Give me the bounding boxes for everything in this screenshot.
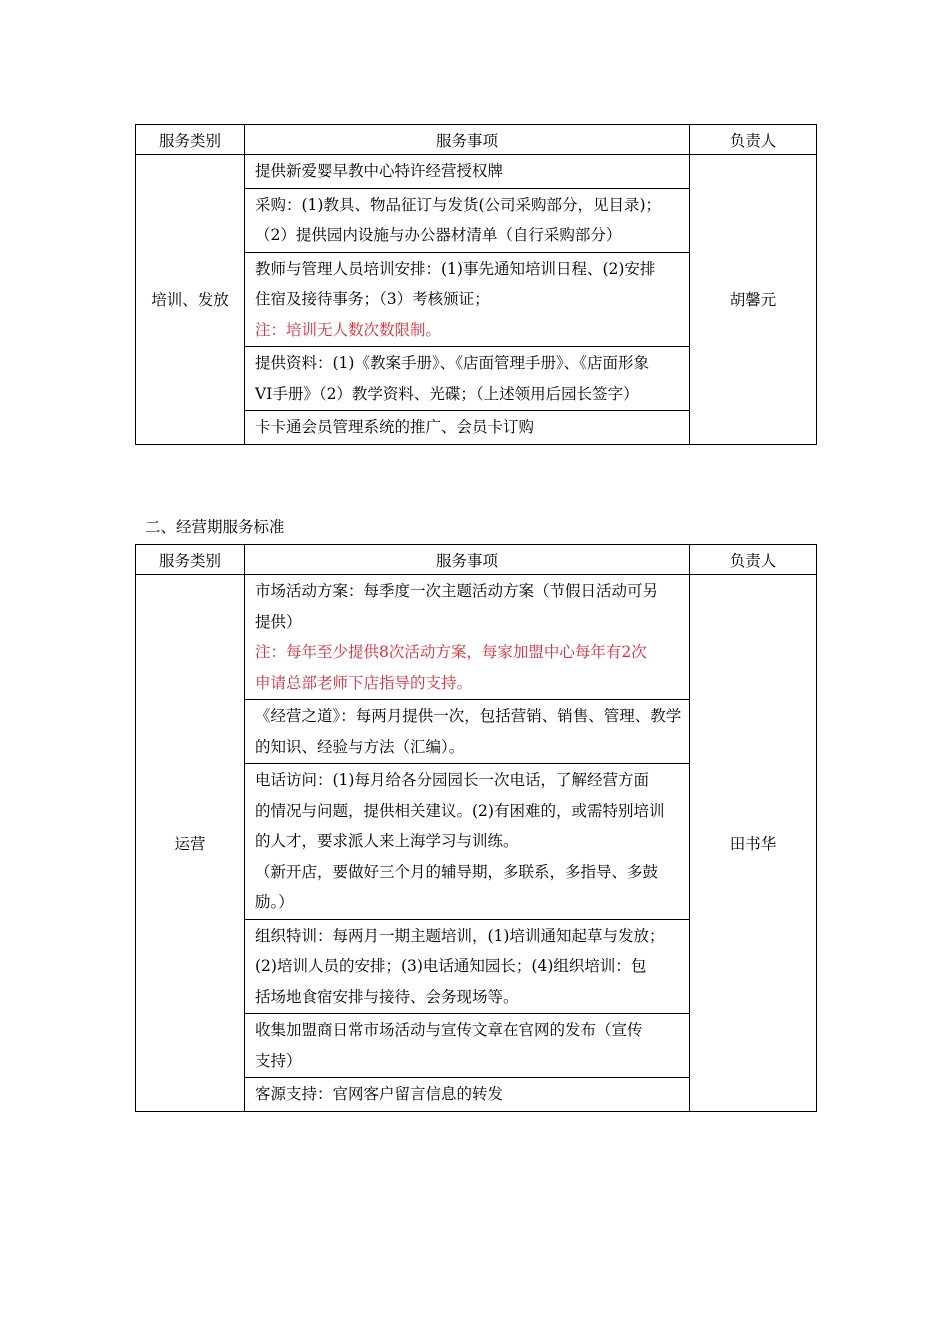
service-item-cell xyxy=(245,252,690,347)
service-item-cell xyxy=(245,347,690,411)
service-item-line: 电话访问：(1)每月给各分园园长一次电话，了解经营方面 xyxy=(255,771,649,789)
service-item-line: 卡卡通会员管理系统的推广、会员卡订购 xyxy=(255,418,535,436)
category-cell: 运营 xyxy=(136,575,245,1112)
service-item-cell xyxy=(245,575,690,700)
service-item-line: 教师与管理人员培训安排：(1)事先通知培训日程、(2)安排 xyxy=(255,259,656,278)
header-items: 服务事项 xyxy=(245,125,690,155)
service-item-line: 的人才，要求派人来上海学习与训练。 xyxy=(255,832,519,850)
service-item-line: （2）提供园内设施与办公器材清单（自行采购部分） xyxy=(255,226,622,244)
service-item-line: VI手册》（2）教学资料、光碟；（上述领用后园长签字） xyxy=(255,384,639,403)
service-table-training xyxy=(135,124,817,445)
header-row xyxy=(136,545,817,575)
service-item-line: 客源支持：官网客户留言信息的转发 xyxy=(255,1085,504,1103)
header-category: 服务类别 xyxy=(136,125,245,155)
header-owner: 负责人 xyxy=(690,545,817,575)
header-row xyxy=(136,125,817,155)
service-item-line: 括场地食宿安排与接待、会务现场等。 xyxy=(255,987,519,1006)
table-body xyxy=(136,155,817,445)
table-row xyxy=(136,575,817,700)
service-item-line: 励。） xyxy=(255,893,294,911)
service-table-operation xyxy=(135,544,817,1112)
category-cell: 培训、发放 xyxy=(136,155,245,445)
service-item-line: 采购：(1)教具、物品征订与发货(公司采购部分，见目录)； xyxy=(255,195,662,214)
owner-cell: 田书华 xyxy=(690,575,817,1112)
owner-cell: 胡馨元 xyxy=(690,155,817,445)
note-line: 申请总部老师下店指导的支持。 xyxy=(255,673,473,692)
service-item-cell xyxy=(245,411,690,445)
service-item-line: 提供资料：(1)《教案手册》、《店面管理手册》、《店面形象 xyxy=(255,354,649,372)
header-items: 服务事项 xyxy=(245,545,690,575)
service-item-line: 提供新爱婴早教中心特许经营授权牌 xyxy=(255,162,504,180)
service-item-line: 市场活动方案：每季度一次主题活动方案（节假日活动可另 xyxy=(255,582,659,600)
service-item-cell xyxy=(245,1078,690,1112)
service-item-line: (2)培训人员的安排；(3)电话通知园长；(4)组织培训：包 xyxy=(255,957,647,975)
note-line: 注：培训无人数次数限制。 xyxy=(255,320,442,339)
service-item-line: 提供） xyxy=(255,612,302,631)
service-item-line: 组织特训：每两月一期主题培训，(1)培训通知起草与发放； xyxy=(255,926,665,945)
section-title: 二、经营期服务标准 xyxy=(145,518,285,536)
service-item-cell xyxy=(245,764,690,920)
header-category: 服务类别 xyxy=(136,545,245,575)
header-owner: 负责人 xyxy=(690,125,817,155)
table-body xyxy=(136,575,817,1112)
note-line: 注：每年至少提供8次活动方案，每家加盟中心每年有2次 xyxy=(255,643,647,661)
service-item-cell xyxy=(245,188,690,252)
service-item-line: 《经营之道》：每两月提供一次，包括营销、销售、管理、教学 xyxy=(255,707,682,725)
table-row xyxy=(136,155,817,189)
service-item-line: 住宿及接待事务；（3）考核颁证； xyxy=(255,290,490,308)
service-item-cell xyxy=(245,919,690,1014)
service-item-line: 收集加盟商日常市场活动与宣传文章在官网的发布（宣传 xyxy=(255,1021,643,1039)
service-item-line: 的情况与问题，提供相关建议。(2)有困难的，或需特别培训 xyxy=(255,801,665,820)
service-item-cell xyxy=(245,155,690,189)
service-item-cell xyxy=(245,700,690,764)
service-item-line: 的知识、经验与方法（汇编）。 xyxy=(255,737,465,756)
service-item-line: （新开店，要做好三个月的辅导期，多联系，多指导、多鼓 xyxy=(255,862,659,881)
service-item-cell xyxy=(245,1014,690,1078)
service-item-line: 支持） xyxy=(255,1051,302,1070)
